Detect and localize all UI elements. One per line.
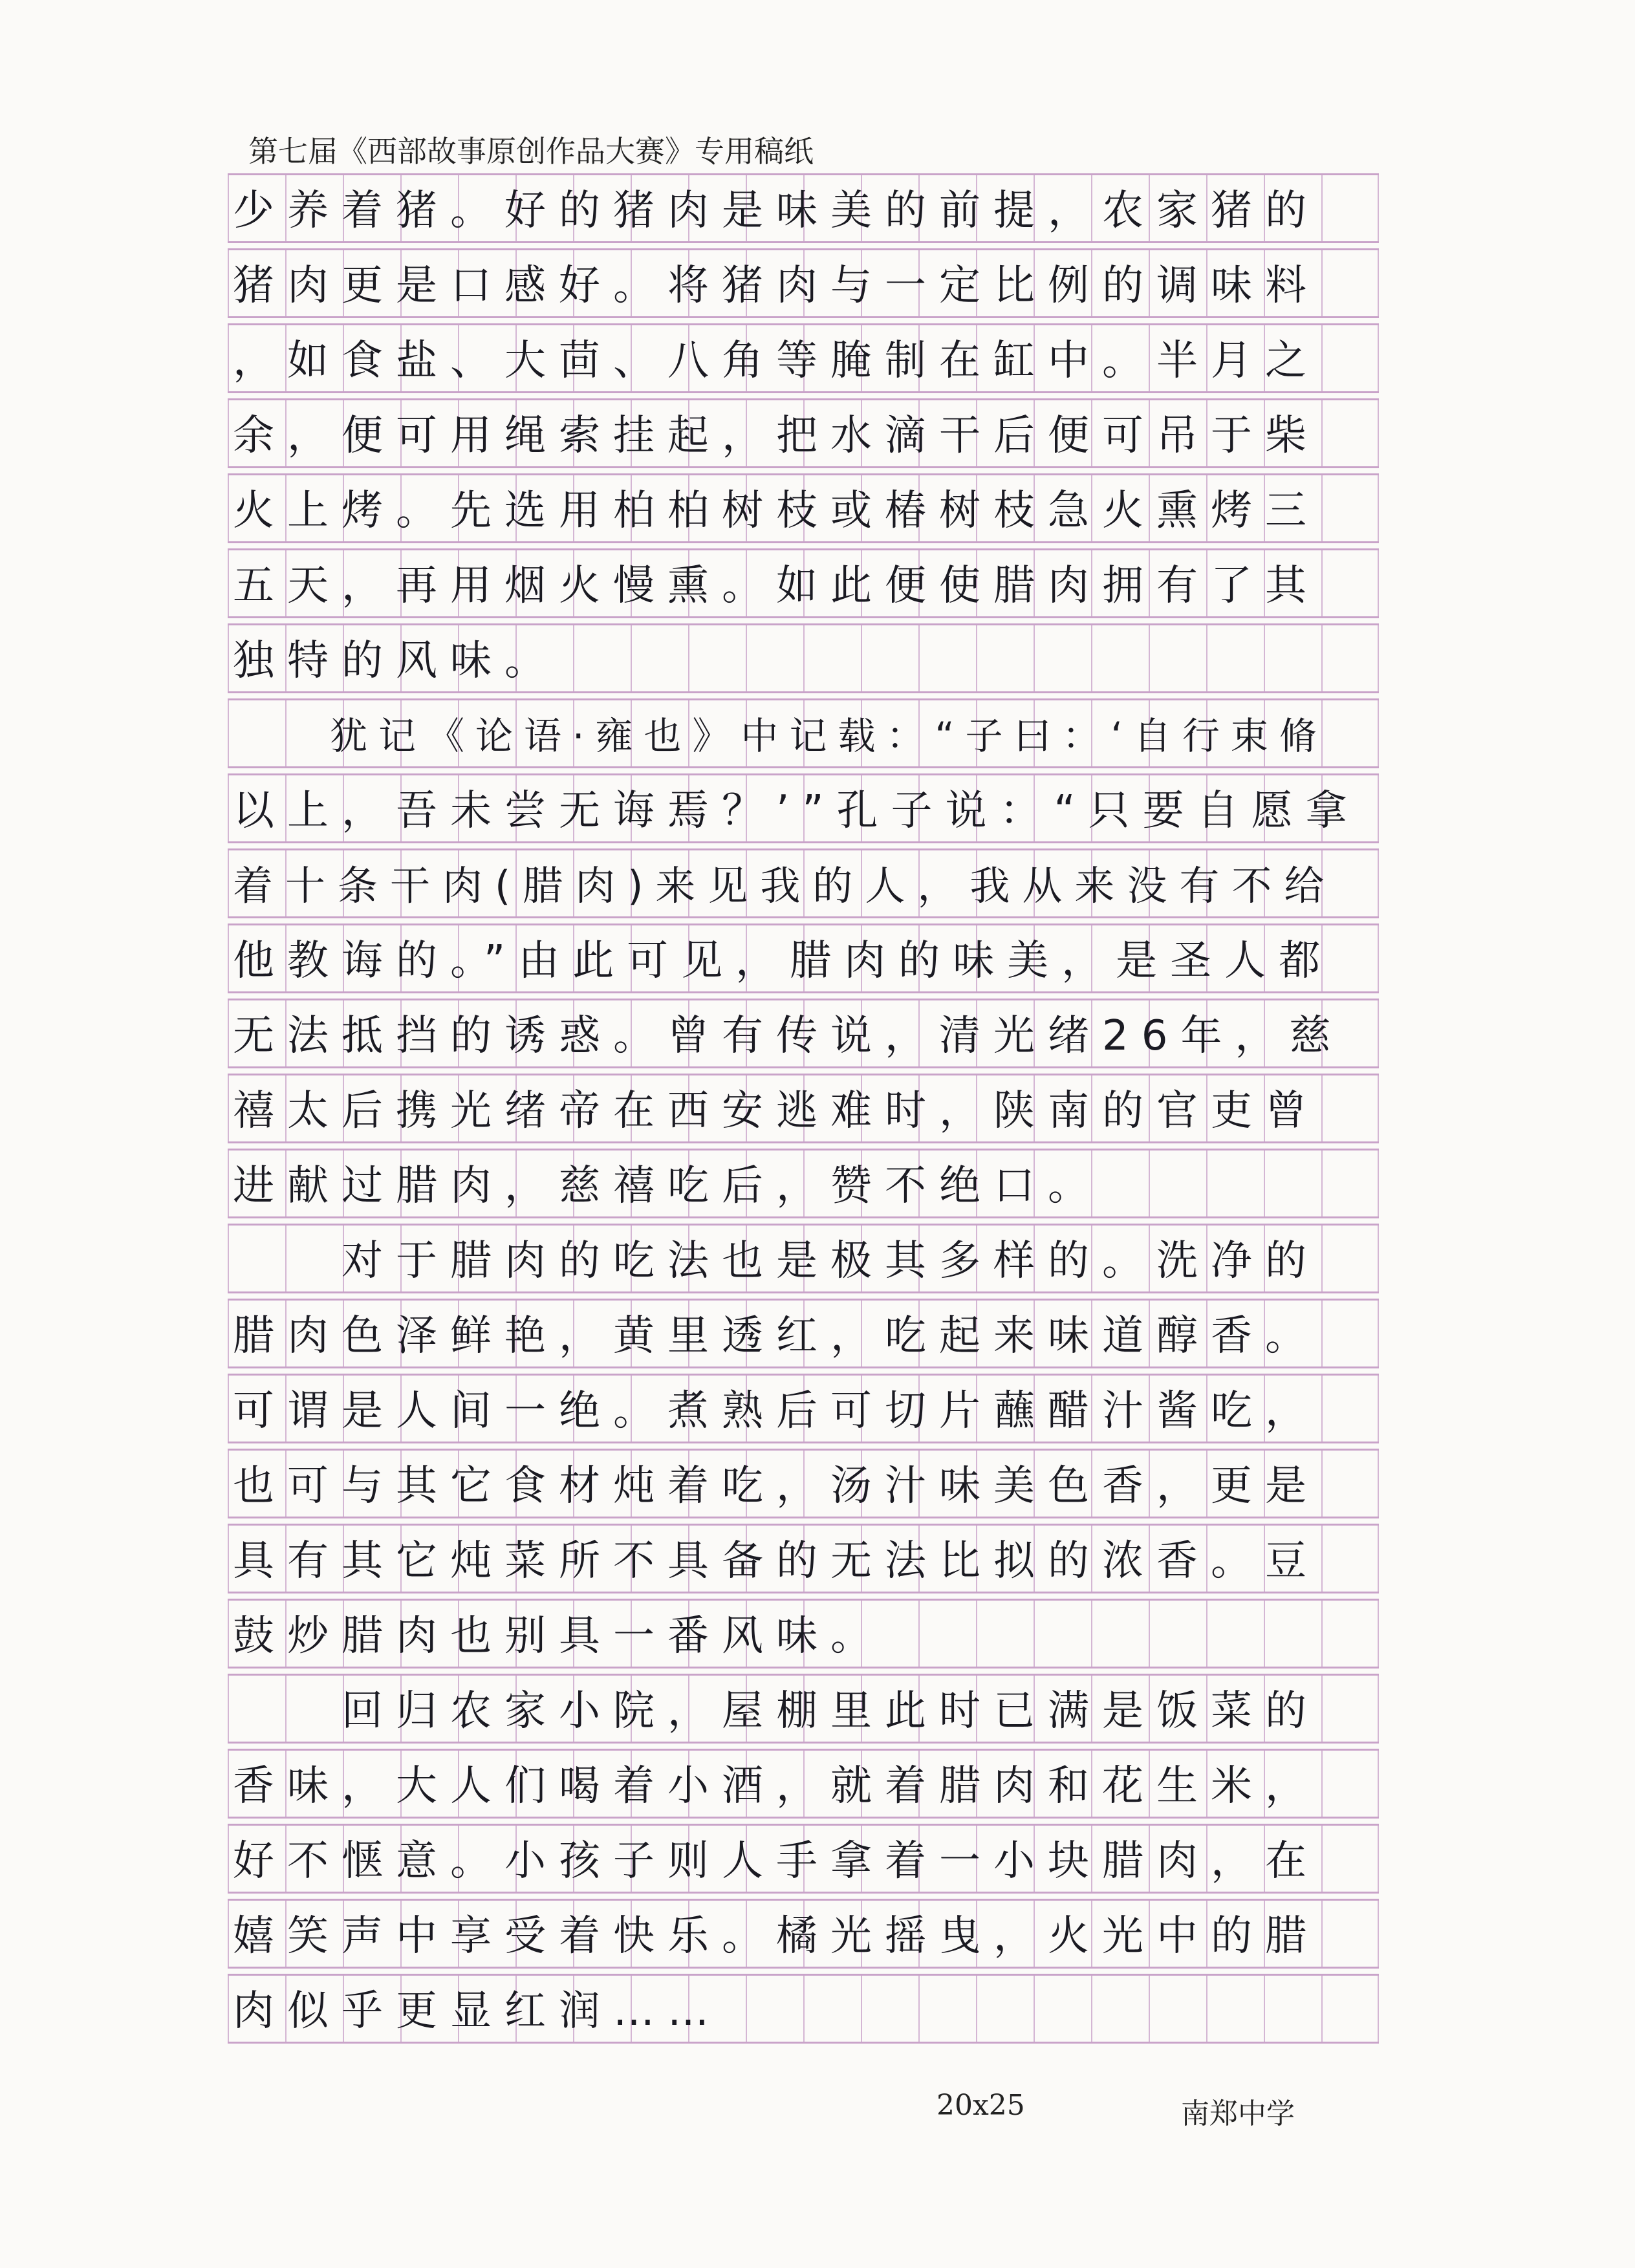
grid-cell: [1321, 625, 1379, 691]
handwritten-line: 进献过腊肉，慈禧吃后，赞不绝口。: [233, 1162, 1102, 1210]
grid-cell: [803, 1976, 861, 2042]
handwritten-line: 火上烤。先选用柏柏树枝或椿树枝急火熏烤三: [233, 487, 1319, 535]
grid-cell: [1321, 325, 1379, 391]
grid-cell: [1149, 1601, 1206, 1667]
grid-cell: [1034, 1601, 1091, 1667]
handwritten-line: 无法抵挡的诱惑。曾有传说，清光绪26年，慈: [233, 1012, 1344, 1060]
grid-cell: [1321, 550, 1379, 616]
handwritten-line: 具有其它炖菜所不具备的无法比拟的浓香。豆: [233, 1537, 1319, 1585]
handwritten-line: 五天，再用烟火慢熏。如此便使腊肉拥有了其: [233, 562, 1319, 610]
grid-cell: [1321, 1976, 1379, 2042]
handwritten-line: 着十条干肉(腊肉)来见我的人，我从来没有不给: [233, 862, 1337, 909]
grid-cell: [1034, 1976, 1091, 2042]
handwritten-line: 可谓是人间一绝。煮熟后可切片蘸醋汁酱吃，: [233, 1387, 1319, 1435]
grid-row: [228, 1374, 1379, 1443]
writing-grid: [228, 173, 1379, 2062]
grid-cell: [1321, 175, 1379, 241]
handwritten-line: 余，便可用绳索挂起，把水滴干后便可吊于柴: [233, 412, 1319, 460]
grid-cell: [688, 625, 746, 691]
grid-cell: [1264, 625, 1321, 691]
grid-cell: [1206, 1150, 1264, 1216]
grid-cell: [1321, 1601, 1379, 1667]
grid-cell: [1321, 1676, 1379, 1742]
handwritten-line: 香味，大人们喝着小酒，就着腊肉和花生米，: [233, 1762, 1319, 1810]
grid-row: [228, 999, 1379, 1068]
grid-row: [228, 1449, 1379, 1518]
grid-cell: [1206, 625, 1264, 691]
grid-row: [228, 1074, 1379, 1143]
grid-cell: [861, 1976, 918, 2042]
school-name: 南郑中学: [1181, 2097, 1295, 2130]
grid-row: [228, 1299, 1379, 1368]
grid-cell: [918, 1976, 976, 2042]
grid-cell: [1321, 1826, 1379, 1892]
grid-cell: [918, 625, 976, 691]
grid-row: [228, 1899, 1379, 1969]
grid-row: [228, 1599, 1379, 1669]
grid-row: [228, 473, 1379, 543]
grid-row: [228, 323, 1379, 393]
handwritten-line: 他教诲的。”由此可见，腊肉的味美，是圣人都: [233, 937, 1334, 985]
grid-cell: [746, 1976, 803, 2042]
handwritten-line: 独特的风味。: [233, 637, 559, 685]
handwritten-line: 也可与其它食材炖着吃，汤汁味美色香，更是: [233, 1462, 1319, 1510]
handwritten-line: 以上，吾未尝无诲焉？’”孔子说：“只要自愿拿: [233, 787, 1360, 835]
grid-cell: [861, 625, 918, 691]
handwritten-line: 腊肉色泽鲜艳，黄里透红，吃起来味道醇香。: [233, 1312, 1319, 1360]
grid-cell: [1321, 1226, 1379, 1291]
grid-cell: [1091, 1601, 1149, 1667]
handwritten-line: 嬉笑声中享受着快乐。橘光摇曳，火光中的腊: [233, 1912, 1319, 1960]
grid-cell: [976, 1976, 1034, 2042]
grid-row: [228, 1749, 1379, 1819]
grid-cell: [1264, 1601, 1321, 1667]
grid-cell: [1321, 1376, 1379, 1442]
grid-row: [228, 923, 1379, 993]
grid-row: [228, 548, 1379, 618]
grid-cell: [1321, 1075, 1379, 1141]
grid-row: [228, 398, 1379, 468]
grid-cell: [1149, 1976, 1206, 2042]
grid-cell: [1321, 1150, 1379, 1216]
grid-row: [228, 773, 1379, 843]
handwritten-line: 鼓炒腊肉也别具一番风味。: [233, 1612, 885, 1660]
grid-cell: [918, 1601, 976, 1667]
grid-row: [228, 623, 1379, 693]
handwritten-line: 回归农家小院，屋棚里此时已满是饭菜的: [233, 1687, 1319, 1735]
grid-cell: [1321, 1901, 1379, 1967]
grid-size-label: 20x25: [937, 2089, 1025, 2122]
grid-cell: [1321, 250, 1379, 316]
grid-cell: [1321, 1526, 1379, 1592]
grid-cell: [1321, 1301, 1379, 1366]
grid-cell: [1321, 1751, 1379, 1817]
grid-cell: [573, 625, 631, 691]
grid-cell: [1034, 625, 1091, 691]
grid-cell: [1206, 1976, 1264, 2042]
grid-cell: [1321, 1451, 1379, 1517]
grid-row: [228, 698, 1379, 768]
grid-cell: [1264, 1150, 1321, 1216]
handwritten-line: 少养着猪。好的猪肉是味美的前提，农家猪的: [233, 187, 1319, 235]
grid-cell: [1091, 625, 1149, 691]
grid-row: [228, 248, 1379, 318]
grid-cell: [1321, 400, 1379, 466]
handwritten-line: 禧太后携光绪帝在西安逃难时，陕南的官吏曾: [233, 1087, 1319, 1135]
handwritten-line: 肉似乎更显红润……: [233, 1987, 722, 2035]
handwritten-line: 猪肉更是口感好。将猪肉与一定比例的调味料: [233, 262, 1319, 310]
grid-cell: [803, 625, 861, 691]
grid-cell: [631, 625, 688, 691]
handwritten-line: 对于腊肉的吃法也是极其多样的。洗净的: [233, 1237, 1319, 1285]
grid-row: [228, 1824, 1379, 1894]
grid-cell: [1321, 700, 1379, 766]
grid-row: [228, 173, 1379, 243]
grid-row: [228, 1149, 1379, 1218]
grid-cell: [976, 625, 1034, 691]
grid-cell: [1149, 1150, 1206, 1216]
grid-cell: [746, 625, 803, 691]
grid-row: [228, 1974, 1379, 2044]
grid-cell: [1264, 1976, 1321, 2042]
sheet-header-title: 第七届《西部故事原创作品大赛》专用稿纸: [248, 134, 814, 169]
grid-cell: [1091, 1976, 1149, 2042]
handwritten-line: 犹记《论语·雍也》中记载：“子曰：‘自行束脩: [233, 714, 1328, 758]
grid-row: [228, 1524, 1379, 1593]
grid-row: [228, 1224, 1379, 1293]
grid-row: [228, 1674, 1379, 1744]
handwritten-line: ，如食盐、大茴、八角等腌制在缸中。半月之: [233, 337, 1319, 385]
grid-cell: [976, 1601, 1034, 1667]
handwritten-line: 好不惬意。小孩子则人手拿着一小块腊肉，在: [233, 1837, 1319, 1885]
grid-cell: [1206, 1601, 1264, 1667]
grid-cell: [1149, 625, 1206, 691]
grid-cell: [1321, 475, 1379, 541]
grid-row: [228, 848, 1379, 918]
